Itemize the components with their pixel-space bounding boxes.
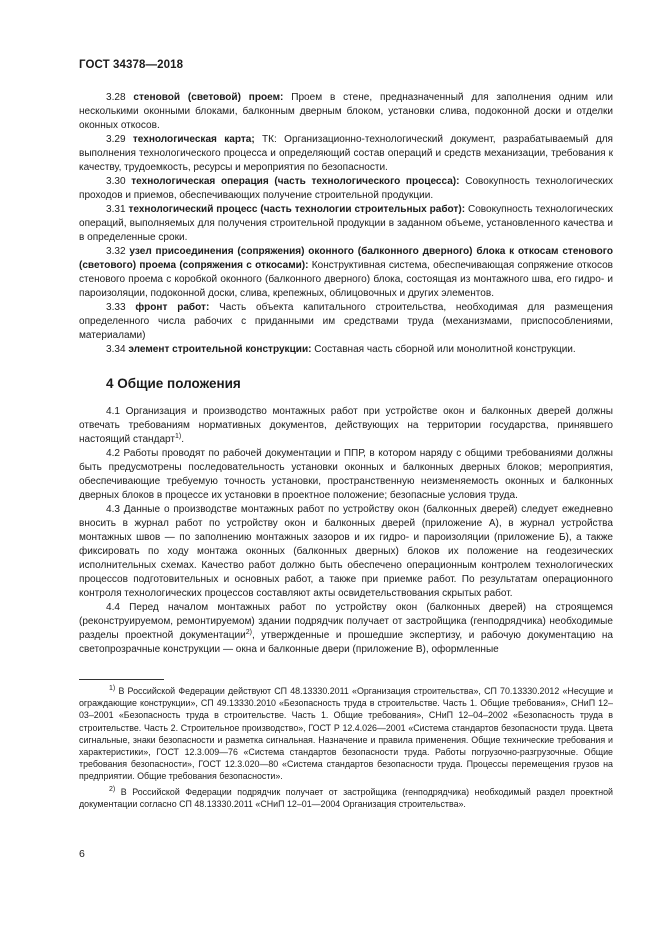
- document-body: [79, 91, 613, 657]
- paragraph-4-1: 4.1 Организация и производство монтажных работ при устройстве окон и балконных дверей должны отвечать требованиям нормативных документов, действующих на территории государства, принявшего настоящий стандарт$^{1)}$.: [79, 406, 613, 445]
- footnote-ref-2[interactable]: 2): [245, 629, 252, 636]
- footnote-1: $^{1)}$ В Российской Федерации действуют СП 48.13330.2011 «Организация строительства», СП 70.13330.2012 «Несущие и ограждающие конструкции», СП 49.13330.2010 «Безопасность труда в строительстве. Часть 1. Общие требования», СНиП 12–03–2001 «Безопасность труда в строительстве. Часть 1. Общие требования», СНиП 12–04–2002 «Безопасность труда в строительстве. Часть 2. Строительное производство», ГОСТ Р 12.4.026—2001 «Система стандартов безопасности труда. Цвета сигнальные, знаки безопасности и разметка сигнальная. Назначение и правила применения. Общие технические требования и характеристики», ГОСТ 12.3.009—76 «Система стандартов безопасности труда. Работы погрузочно-разгрузочные. Общие требования безопасности», ГОСТ 12.3.020—80 «Система стандартов безопасности труда. Процессы перемещения грузов на предприятии. Общие требования безопасности».: [79, 685, 613, 782]
- footnote-ref-1[interactable]: 1): [175, 433, 182, 440]
- page-number: 6: [79, 848, 85, 860]
- term: технологический процесс (часть технологии строительных работ):: [128, 204, 466, 215]
- footnote-mark: 1): [109, 685, 116, 692]
- definition-3-31: 3.31 технологический процесс (часть технологии строительных работ): Совокупность технологических операций, выполняемых для получения строительной продукции в заданном объеме, установленного качества и в определенные сроки.: [79, 204, 613, 243]
- footnote-2: $^{2)}$ В Российской Федерации подрядчик получает от застройщика (генподрядчика) необходимый раздел проектной документации согласно СП 48.13330.2011 «СНиП 12–01—2004 Организация строительства».: [79, 785, 614, 809]
- paragraph-4-4: 4.4 Перед началом монтажных работ по устройству окон (балконных дверей) на строящемся (реконструируемом, ремонтируемом) здании подрядчик получает от застройщика (генподрядчика) необходимые разделы проектной документации$^{2)}$, утвержденные и прошедшие экспертизу, и рабочую документацию на светопрозрачные конструкции — окна и балконные двери (приложение В), оформленные: [79, 602, 613, 655]
- definition-3-29: 3.29 технологическая карта; ТК: Организационно-технологический документ, разрабатываемый для выполнения технологического процесса и определяющий состав операций и средств механизации, требования к качеству, трудоемкость, ресурсы и мероприятия по безопасности.: [79, 134, 614, 173]
- definition-3-32: 3.32 узел присоединения (сопряжения) оконного (балконного дверного) блока к откосам стенового (светового) проема (сопряжения с откосами): Конструктивная система, обеспечивающая сопряжение откосов стенового проема с коробкой оконного (балконного дверного) блока, состоящая из монтажного шва, его гидро- и пароизоляции, подоконной доски, слива, крепежных, облицовочных и других элементов.: [79, 246, 614, 299]
- paragraph-4-2: 4.2 Работы проводят по рабочей документации и ППР, в котором наряду с общими требованиями должны быть предусмотрены последовательность установки оконных и балконных дверных блоков; мероприятия, обеспечивающие требуемую точность установки, пространственную неизменяемость оконных и балконных дверных блоков в процессе их установки в проектное положение; безопасные условия труда.: [79, 448, 613, 501]
- term: узел присоединения (сопряжения) оконного (балконного дверного) блока к откосам стенового (светового) проема (сопряжения с откосами):: [79, 246, 614, 271]
- footnote-mark: 2): [109, 785, 116, 793]
- definition-3-33: 3.33 фронт работ: Часть объекта капитального строительства, необходимая для размещения определенного числа рабочих с приданными им средствами труда (механизмами, приспособлениями, материалами): [79, 302, 614, 341]
- footnote-divider: [79, 679, 164, 680]
- section-title: 4 Общие положения: [106, 376, 241, 391]
- term: фронт работ:: [135, 302, 210, 313]
- term: технологическая операция (часть технологического процесса):: [131, 176, 460, 187]
- term: элемент строительной конструкции:: [128, 344, 312, 355]
- definition-3-30: 3.30 технологическая операция (часть технологического процесса): Совокупность технологических проходов и приемов, обеспечивающих получение строительной продукции.: [79, 176, 614, 201]
- document-header: ГОСТ 34378—2018: [79, 59, 184, 71]
- definition-3-28: 3.28 стеновой (световой) проем: Проем в стене, предназначенный для заполнения одним или несколькими оконными блоками, балконным дверным блоком, установки слива, подоконной доски и отделки оконных откосов.: [79, 92, 614, 131]
- paragraph-4-3: 4.3 Данные о производстве монтажных работ по устройству окон (балконных дверей) следует ежедневно вносить в журнал работ по устройству окон и балконных дверей (приложение А), в журнал устройства монтажных швов — по заполнению монтажных зазоров и их гидро- и пароизоляции (приложение Б), а также фиксировать по ходу монтажа оконных (балконных дверных) блоков их положение на геодезических исполнительных схемах. Качество работ должно быть обеспечено операционным контролем технологических процессов подготовительных и основных работ, а также при приемке работ. По результатам операционного контроля технологических процессов составляют акты освидетельствования скрытых работ.: [79, 504, 613, 599]
- term: технологическая карта;: [132, 134, 255, 145]
- footnotes: [79, 685, 613, 813]
- term: стеновой (световой) проем:: [133, 92, 284, 103]
- definition-3-34: 3.34 элемент строительной конструкции: Составная часть сборной или монолитной конструкции.: [106, 344, 576, 355]
